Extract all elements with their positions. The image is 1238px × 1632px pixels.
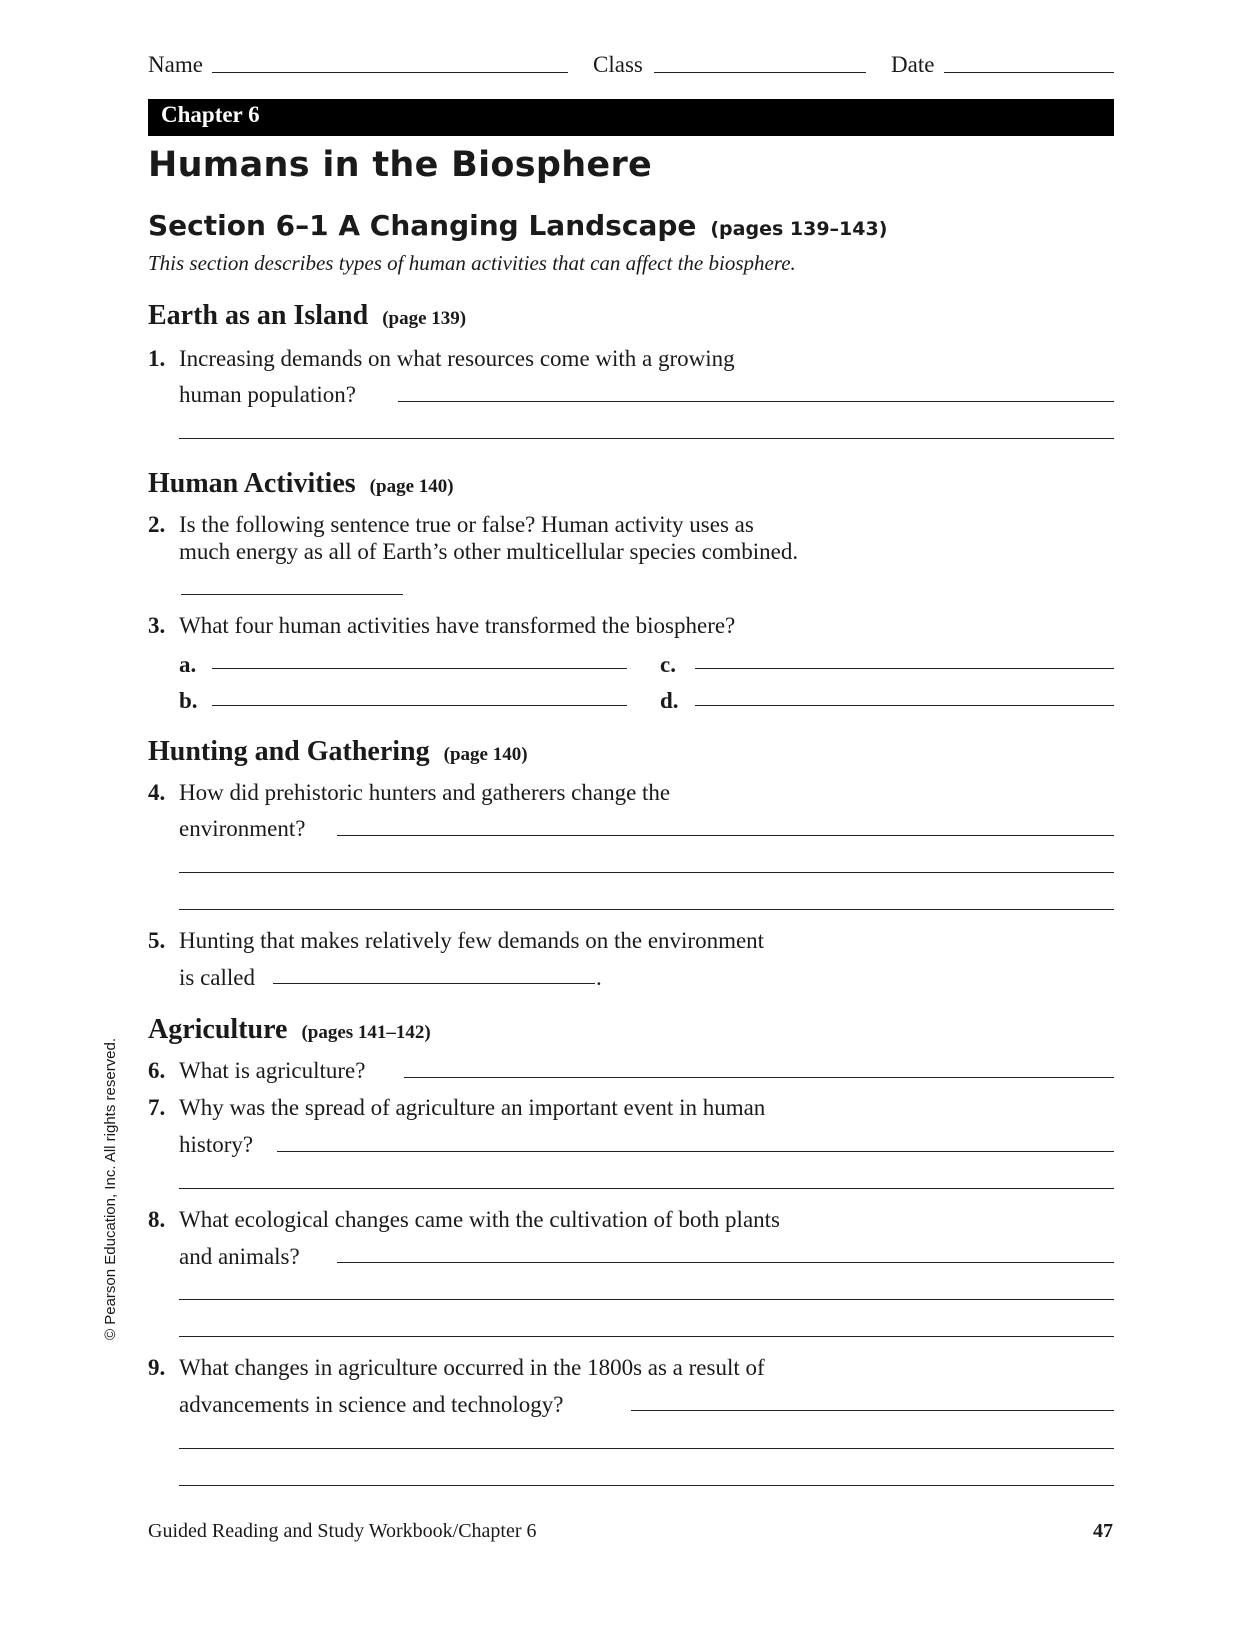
question-9-number: 9.: [148, 1355, 166, 1380]
question-5-number: 5.: [148, 928, 166, 953]
section-pages: (pages 139–143): [710, 218, 888, 240]
name-label: Name: [148, 52, 203, 77]
answer-label-b: b.: [179, 688, 198, 713]
chapter-label: Chapter 6: [161, 102, 260, 127]
date-field[interactable]: [944, 72, 1114, 73]
page-title: Humans in the Biosphere: [148, 145, 653, 185]
answer-line[interactable]: [179, 909, 1114, 910]
answer-line-c[interactable]: [695, 668, 1114, 669]
answer-line[interactable]: [631, 1410, 1114, 1411]
question-8-number: 8.: [148, 1207, 166, 1232]
class-field[interactable]: [654, 72, 866, 73]
question-5-text: Hunting that makes relatively few demands on the environment: [179, 928, 765, 953]
footer-title: Guided Reading and Study Workbook/Chapter 6: [148, 1520, 537, 1542]
subhead-pages: (page 139): [382, 308, 467, 329]
answer-label-a: a.: [179, 652, 197, 677]
subhead-title: Agriculture: [148, 1014, 288, 1045]
answer-line[interactable]: [404, 1077, 1114, 1078]
question-2-text-cont: much energy as all of Earth’s other multicellular species combined.: [179, 539, 799, 564]
answer-line[interactable]: [179, 1485, 1114, 1486]
question-4-text-cont: environment?: [179, 816, 306, 841]
date-label: Date: [891, 52, 935, 77]
answer-line-d[interactable]: [695, 705, 1114, 706]
question-1-number: 1.: [148, 346, 166, 371]
subhead-human-activities: [148, 470, 454, 498]
subhead-earth-as-an-island: [148, 302, 466, 330]
question-7-text: Why was the spread of agriculture an important event in human: [179, 1095, 766, 1120]
answer-line[interactable]: [179, 1336, 1114, 1337]
answer-label-c: c.: [660, 652, 676, 677]
question-9-text-cont: advancements in science and technology?: [179, 1392, 564, 1417]
answer-line[interactable]: [179, 1188, 1114, 1189]
question-5-text-cont: is called: [179, 965, 255, 990]
question-2-text: Is the following sentence true or false? Human activity uses as: [179, 512, 754, 537]
answer-line[interactable]: [277, 1151, 1114, 1152]
section-description: This section describes types of human activities that can affect the biosphere.: [148, 251, 796, 275]
question-5-period: .: [596, 965, 602, 990]
question-6-text: What is agriculture?: [179, 1058, 366, 1083]
question-8-text: What ecological changes came with the cultivation of both plants: [179, 1207, 780, 1232]
subhead-pages: (page 140): [369, 476, 454, 497]
question-2-number: 2.: [148, 512, 166, 537]
answer-line[interactable]: [398, 401, 1114, 402]
question-6-number: 6.: [148, 1058, 166, 1083]
section-title: [148, 209, 888, 242]
question-7-number: 7.: [148, 1095, 166, 1120]
question-7-text-cont: history?: [179, 1132, 254, 1157]
subhead-agriculture: [148, 1016, 431, 1044]
subhead-title: Hunting and Gathering: [148, 736, 430, 767]
question-3-number: 3.: [148, 613, 166, 638]
answer-line[interactable]: [337, 1262, 1114, 1263]
answer-label-d: d.: [660, 688, 679, 713]
subhead-hunting-and-gathering: [148, 738, 528, 766]
answer-line[interactable]: [273, 983, 595, 984]
chapter-bar: [148, 99, 1114, 136]
subhead-title: Human Activities: [148, 468, 356, 499]
subhead-pages: (page 140): [443, 744, 528, 765]
question-4-number: 4.: [148, 780, 166, 805]
class-label: Class: [593, 52, 643, 77]
question-9-text: What changes in agriculture occurred in the 1800s as a result of: [179, 1355, 765, 1380]
answer-line[interactable]: [179, 1299, 1114, 1300]
question-1-text: Increasing demands on what resources come with a growing: [179, 346, 735, 371]
question-8-text-cont: and animals?: [179, 1244, 300, 1269]
name-field[interactable]: [212, 72, 568, 73]
section-title-text: Section 6–1 A Changing Landscape: [148, 209, 697, 242]
answer-line[interactable]: [179, 1448, 1114, 1449]
question-4-text: How did prehistoric hunters and gatherers change the: [179, 780, 671, 805]
subhead-pages: (pages 141–142): [301, 1022, 431, 1043]
subhead-title: Earth as an Island: [148, 300, 369, 331]
copyright-notice: © Pearson Education, Inc. All rights reserved.: [102, 1037, 119, 1340]
page-number: 47: [1093, 1520, 1113, 1542]
answer-line-b[interactable]: [212, 705, 627, 706]
question-1-text-cont: human population?: [179, 382, 356, 407]
answer-line[interactable]: [179, 872, 1114, 873]
answer-line-a[interactable]: [212, 668, 627, 669]
question-3-text: What four human activities have transformed the biosphere?: [179, 613, 736, 638]
answer-line[interactable]: [179, 438, 1114, 439]
answer-line-true-false[interactable]: [181, 594, 403, 595]
answer-line[interactable]: [337, 835, 1114, 836]
